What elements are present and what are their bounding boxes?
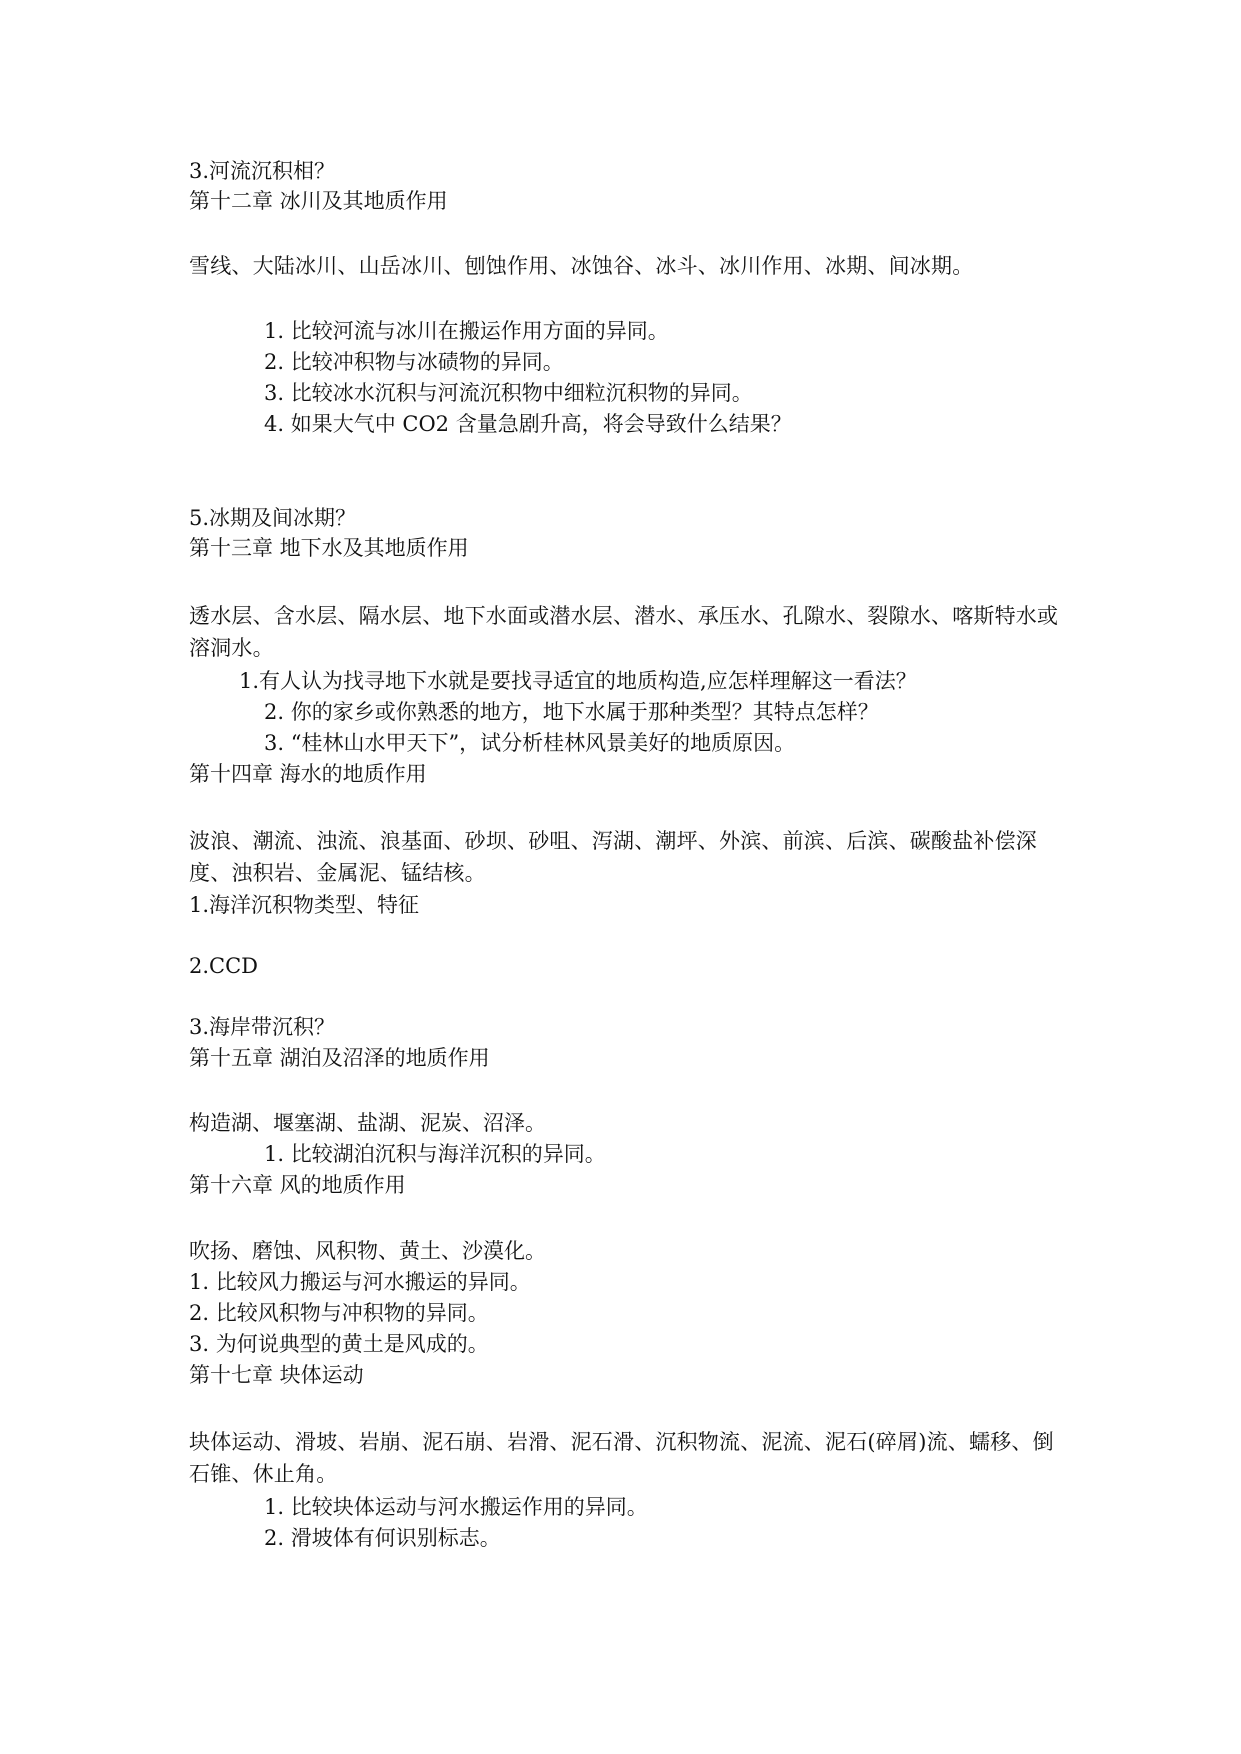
question-item: 3.河流沉积相？	[189, 159, 336, 183]
question-item: 1.海洋沉积物类型、特征	[189, 893, 420, 917]
terms-paragraph: 吹扬、磨蚀、风积物、黄土、沙漠化。	[189, 1239, 546, 1263]
question-item: 5.冰期及间冰期？	[189, 506, 357, 530]
question-item: 2. 比较冲积物与冰碛物的异同。	[264, 350, 564, 374]
chapter-heading: 第十四章 海水的地质作用	[189, 762, 427, 786]
question-item: 2. 你的家乡或你熟悉的地方，地下水属于那种类型？其特点怎样？	[264, 700, 879, 724]
question-item: 3.海岸带沉积？	[189, 1015, 336, 1039]
chapter-heading: 第十六章 风的地质作用	[189, 1173, 406, 1197]
question-item: 1. 比较湖泊沉积与海洋沉积的异同。	[264, 1142, 606, 1166]
question-item: 1.有人认为找寻地下水就是要找寻适宜的地质构造,应怎样理解这一看法？	[239, 669, 917, 693]
chapter-heading: 第十五章 湖泊及沼泽的地质作用	[189, 1046, 490, 1070]
terms-paragraph: 波浪、潮流、浊流、浪基面、砂坝、砂咀、泻湖、潮坪、外滨、前滨、后滨、碳酸盐补偿深度、浊积岩、金属泥、锰结核。	[189, 829, 1037, 885]
question-item: 2.CCD	[189, 954, 259, 978]
question-item: 2. 比较风积物与冲积物的异同。	[189, 1301, 489, 1325]
question-item: 2. 滑坡体有何识别标志。	[264, 1526, 501, 1550]
question-item: 3. 比较冰水沉积与河流沉积物中细粒沉积物的异同。	[264, 381, 753, 405]
terms-paragraph: 透水层、含水层、隔水层、地下水面或潜水层、潜水、承压水、孔隙水、裂隙水、喀斯特水或溶洞水。	[189, 604, 1059, 660]
terms-paragraph: 雪线、大陆冰川、山岳冰川、刨蚀作用、冰蚀谷、冰斗、冰川作用、冰期、间冰期。	[189, 254, 974, 278]
terms-paragraph: 构造湖、堰塞湖、盐湖、泥炭、沼泽。	[189, 1111, 546, 1135]
question-item: 3. 为何说典型的黄土是风成的。	[189, 1332, 489, 1356]
question-item: 3. “桂林山水甲天下”，试分析桂林风景美好的地质原因。	[264, 731, 796, 755]
question-item: 1. 比较河流与冰川在搬运作用方面的异同。	[264, 319, 669, 343]
chapter-heading: 第十七章 块体运动	[189, 1363, 364, 1387]
chapter-heading: 第十三章 地下水及其地质作用	[189, 536, 469, 560]
question-item: 1. 比较风力搬运与河水搬运的异同。	[189, 1270, 531, 1294]
question-item: 4. 如果大气中 CO2 含量急剧升高，将会导致什么结果？	[264, 412, 792, 436]
terms-paragraph: 块体运动、滑坡、岩崩、泥石崩、岩滑、泥石滑、沉积物流、泥流、泥石(碎屑)流、蠕移、倒石锥、休止角。	[189, 1430, 1054, 1486]
question-item: 1. 比较块体运动与河水搬运作用的异同。	[264, 1495, 648, 1519]
chapter-heading: 第十二章 冰川及其地质作用	[189, 189, 448, 213]
